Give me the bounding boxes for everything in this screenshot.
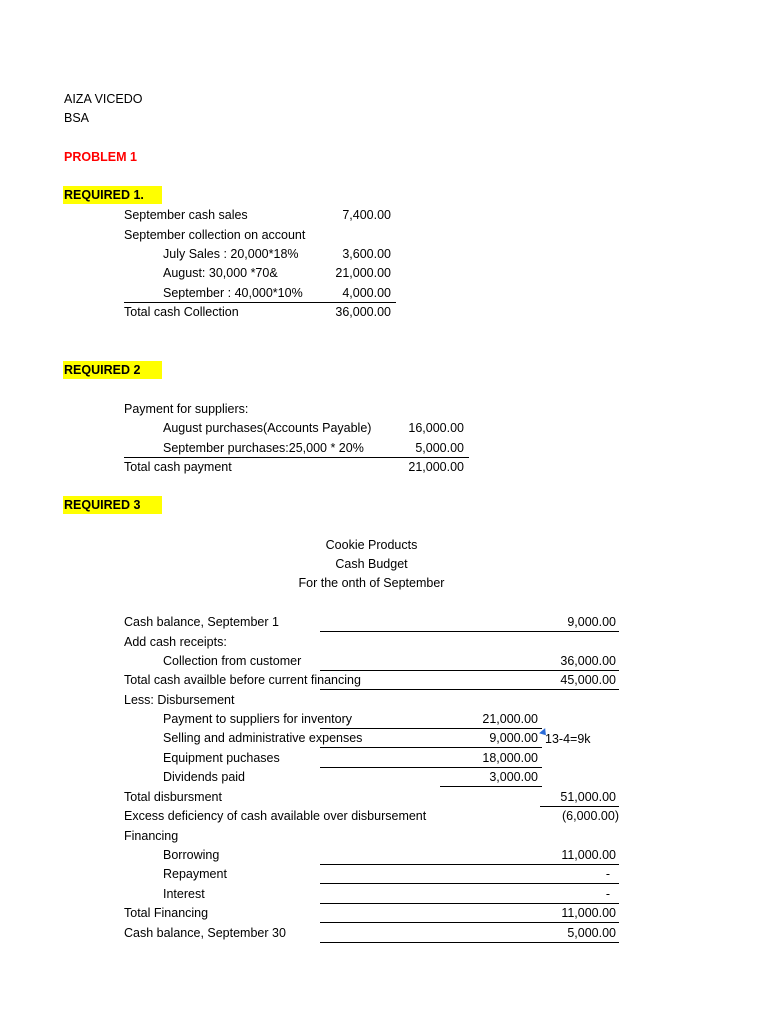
req2-total-rule xyxy=(124,457,469,458)
req2-total-label: Total cash payment xyxy=(124,460,232,474)
problem-title: PROBLEM 1 xyxy=(64,150,137,164)
budget-rule xyxy=(320,631,619,632)
author-name: AIZA VICEDO xyxy=(64,92,143,106)
budget-row-value: 5,000.00 xyxy=(567,926,616,940)
budget-rule xyxy=(540,806,619,807)
req1-total-rule xyxy=(124,302,396,303)
budget-row-mid: 3,000.00 xyxy=(489,770,538,784)
budget-row-label: Financing xyxy=(124,829,179,843)
side-note: 13-4=9k xyxy=(545,732,591,746)
budget-row-label: Dividends paid xyxy=(163,770,245,784)
budget-rule xyxy=(440,786,542,787)
budget-row-value: (6,000.00) xyxy=(562,809,619,823)
budget-row-label: Cash balance, September 1 xyxy=(124,615,279,629)
req1-total-value: 36,000.00 xyxy=(335,305,391,319)
budget-row-value: 11,000.00 xyxy=(561,848,616,862)
budget-row-label: Payment to suppliers for inventory xyxy=(163,712,352,726)
budget-row-mid: 9,000.00 xyxy=(489,731,538,745)
budget-rule xyxy=(320,922,619,923)
budget-rule xyxy=(320,689,619,690)
budget-row-label: Repayment xyxy=(163,867,227,881)
req1-value: 3,600.00 xyxy=(342,247,391,261)
budget-row-label: Excess deficiency of cash available over disbursement xyxy=(124,809,427,823)
budget-row-label: Total disbursment xyxy=(124,790,222,804)
budget-row-label: Total Financing xyxy=(124,906,209,920)
req1-value: 4,000.00 xyxy=(342,286,391,300)
budget-period: For the onth of September xyxy=(298,576,445,590)
budget-rule xyxy=(320,942,619,943)
budget-row-value: 36,000.00 xyxy=(560,654,616,668)
budget-row-label: Collection from customer xyxy=(163,654,302,668)
budget-rule xyxy=(320,767,542,768)
req1-heading: REQUIRED 1. xyxy=(63,186,162,204)
budget-rule xyxy=(320,903,619,904)
budget-company: Cookie Products xyxy=(325,538,418,552)
budget-row-label: Total cash availble before current financing xyxy=(124,673,361,687)
req1-total-label: Total cash Collection xyxy=(124,305,239,319)
budget-row-label: Selling and administrative expenses xyxy=(163,731,363,745)
req1-label: September cash sales xyxy=(124,208,248,222)
budget-row-value: - xyxy=(605,887,610,901)
req1-label: September : 40,000*10% xyxy=(163,286,303,300)
budget-row-label: Borrowing xyxy=(163,848,220,862)
budget-rule xyxy=(320,883,619,884)
budget-row-value: - xyxy=(605,867,610,881)
req2-total-value: 21,000.00 xyxy=(408,460,464,474)
budget-row-value: 45,000.00 xyxy=(560,673,616,687)
req2-value: 5,000.00 xyxy=(415,441,464,455)
budget-rule xyxy=(320,728,542,729)
budget-row-label: Less: Disbursement xyxy=(124,693,235,707)
budget-row-mid: 21,000.00 xyxy=(482,712,538,726)
budget-row-value: 11,000.00 xyxy=(561,906,616,920)
req1-label: September collection on account xyxy=(124,228,306,242)
budget-rule xyxy=(320,747,542,748)
req2-value: 16,000.00 xyxy=(408,421,464,435)
budget-rule xyxy=(320,864,619,865)
budget-row-label: Interest xyxy=(163,887,205,901)
author-course: BSA xyxy=(64,111,90,125)
req2-heading: REQUIRED 2 xyxy=(63,361,162,379)
budget-row-label: Equipment puchases xyxy=(163,751,280,765)
req1-value: 21,000.00 xyxy=(335,266,391,280)
req2-label: August purchases(Accounts Payable) xyxy=(163,421,372,435)
req1-label: August: 30,000 *70& xyxy=(163,266,278,280)
req1-value: 7,400.00 xyxy=(342,208,391,222)
req2-label: September purchases:25,000 * 20% xyxy=(163,441,364,455)
budget-rule xyxy=(320,670,619,671)
budget-row-label: Cash balance, September 30 xyxy=(124,926,286,940)
budget-row-label: Add cash receipts: xyxy=(124,635,227,649)
req3-heading: REQUIRED 3 xyxy=(63,496,162,514)
req1-label: July Sales : 20,000*18% xyxy=(163,247,299,261)
budget-title: Cash Budget xyxy=(335,557,408,571)
budget-row-mid: 18,000.00 xyxy=(482,751,538,765)
budget-row-value: 9,000.00 xyxy=(567,615,616,629)
req2-label: Payment for suppliers: xyxy=(124,402,249,416)
budget-row-value: 51,000.00 xyxy=(560,790,616,804)
